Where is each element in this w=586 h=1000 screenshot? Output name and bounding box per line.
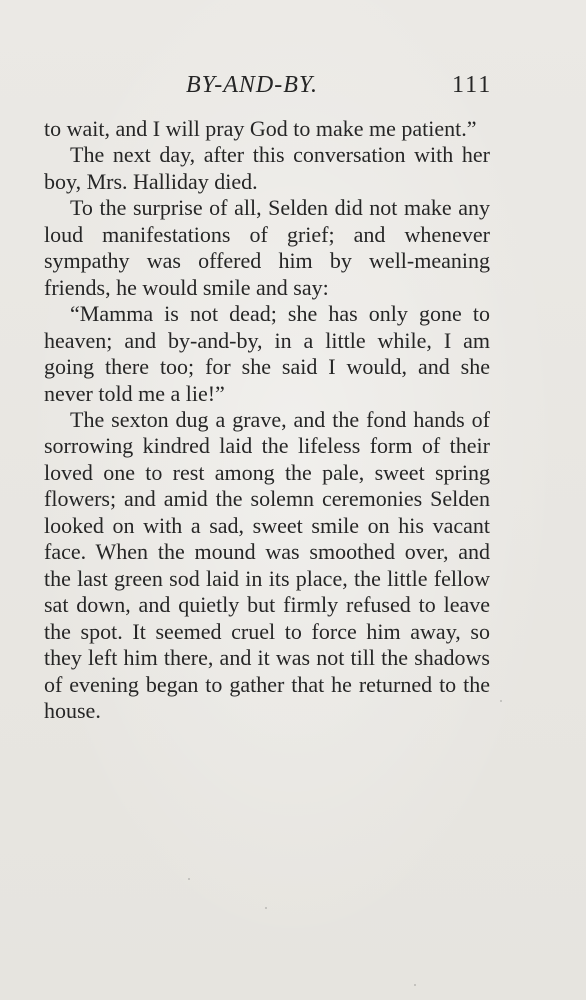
- paragraph-continuation: to wait, and I will pray God to make me patient.”: [44, 116, 477, 141]
- page-number: 111: [452, 72, 493, 98]
- paper-speck: [414, 984, 416, 986]
- paragraph: “Mamma is not dead; she has only gone to heaven; and by-and-by, in a little while, I am going there too; for she said I would, and she never told me a lie!”: [44, 301, 490, 406]
- paper-speck: [500, 700, 502, 702]
- running-head: [0, 70, 586, 100]
- paragraph: The next day, after this conversation with her boy, Mrs. Halliday died.: [44, 142, 490, 194]
- paragraph: To the surprise of all, Selden did not make any loud manifestations of grief; and whenever sympathy was offered him by well-meaning friends, he would smile and say:: [44, 195, 490, 300]
- paper-speck: [265, 907, 267, 909]
- body-text: [44, 116, 490, 724]
- paragraph: The sexton dug a grave, and the fond hands of sorrowing kindred laid the lifeless form of their loved one to rest among the pale, sweet spring flowers; and amid the solemn ceremonies Selden looked on with a sad, sweet smile on his vacant face. When the mound was smoothed over, and the last green sod laid in its place, the little fellow sat down, and quietly but firmly refused to leave the spot. It seemed cruel to force him away, so they left him there, and it was not till the shadows of evening began to gather that he returned to the house.: [44, 406, 490, 723]
- running-title: BY-AND-BY.: [186, 72, 319, 98]
- paper-speck: [188, 878, 190, 880]
